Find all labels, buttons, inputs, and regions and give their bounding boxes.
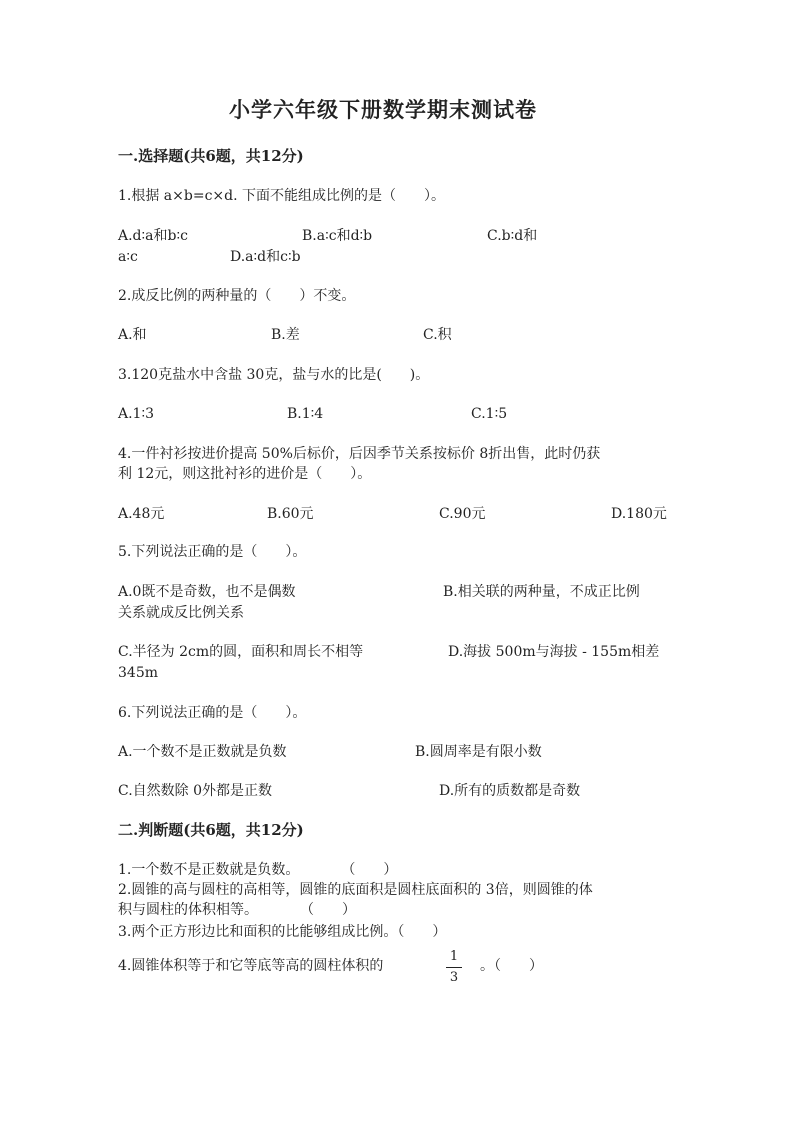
q6-option-d: D.所有的质数都是奇数 (439, 783, 581, 799)
q3-option-c: C.1∶5 (471, 406, 508, 422)
q4-option-b: B.60元 (267, 506, 314, 522)
q5-option-c: C.半径为 2cm的圆，面积和周长不相等 (118, 644, 364, 660)
judge-3: 3.两个正方形边比和面积的比能够组成比例。（ ） (118, 924, 447, 940)
q6-option-a: A.一个数不是正数就是负数 (118, 744, 287, 760)
q4-stem-line2: 利 12元，则这批衬衫的进价是（ ）。 (118, 466, 372, 482)
judge-2-line2: 积与圆柱的体积相等。 （ ） (118, 902, 356, 918)
q1-option-c: C.b∶d和 (487, 228, 538, 244)
q1-option-a: A.d∶a和b∶c (118, 228, 188, 244)
fraction-one-third (446, 950, 462, 985)
judge-1: 1.一个数不是正数就是负数。 （ ） (118, 862, 398, 878)
q2-stem: 2.成反比例的两种量的（ ）不变。 (118, 288, 356, 304)
q1-stem: 1.根据 a×b=c×d. 下面不能组成比例的是（ ）。 (118, 188, 446, 204)
q1-option-c-cont: a∶c (118, 249, 138, 265)
q3-option-b: B.1∶4 (287, 406, 324, 422)
section-1-heading: 一.选择题(共6题，共12分) (118, 147, 304, 165)
q2-option-b: B.差 (271, 327, 300, 343)
judge-4-tail: 。（ ） (480, 958, 543, 974)
section-2-heading: 二.判断题(共6题，共12分) (118, 821, 304, 839)
fraction-bar (446, 967, 462, 968)
q5-option-d: D.海拔 500m与海拔 - 155m相差 (448, 644, 660, 660)
q3-option-a: A.1∶3 (118, 406, 155, 422)
q4-option-a: A.48元 (118, 506, 165, 522)
judge-2-line1: 2.圆锥的高与圆柱的高相等，圆锥的底面积是圆柱底面积的 3倍，则圆锥的体 (118, 882, 593, 898)
q6-option-b: B.圆周率是有限小数 (415, 744, 542, 760)
q5-option-a: A.0既不是奇数，也不是偶数 (118, 584, 296, 600)
q2-option-c: C.积 (423, 327, 452, 343)
q5-option-b: B.相关联的两种量，不成正比例 (443, 584, 640, 600)
q3-stem: 3.120克盐水中含盐 30克，盐与水的比是( )。 (118, 367, 430, 383)
fraction-denominator: 3 (449, 970, 459, 985)
q5-stem: 5.下列说法正确的是（ ）。 (118, 544, 307, 560)
judge-4: 4.圆锥体积等于和它等底等高的圆柱体积的 (118, 958, 384, 974)
q1-option-b: B.a∶c和d∶b (302, 228, 373, 244)
q5-option-d-cont: 345m (118, 665, 158, 681)
page-title: 小学六年级下册数学期末测试卷 (229, 97, 537, 122)
q2-option-a: A.和 (118, 327, 147, 343)
fraction-numerator: 1 (449, 949, 459, 964)
q4-option-d: D.180元 (611, 506, 667, 522)
q5-option-b-cont: 关系就成反比例关系 (118, 605, 244, 621)
q6-option-c: C.自然数除 0外都是正数 (118, 783, 273, 799)
q4-option-c: C.90元 (439, 506, 486, 522)
q1-option-d: D.a∶d和c∶b (230, 249, 301, 265)
q4-stem-line1: 4.一件衬衫按进价提高 50%后标价，后因季节关系按标价 8折出售，此时仍获 (118, 446, 601, 462)
q6-stem: 6.下列说法正确的是（ ）。 (118, 705, 307, 721)
